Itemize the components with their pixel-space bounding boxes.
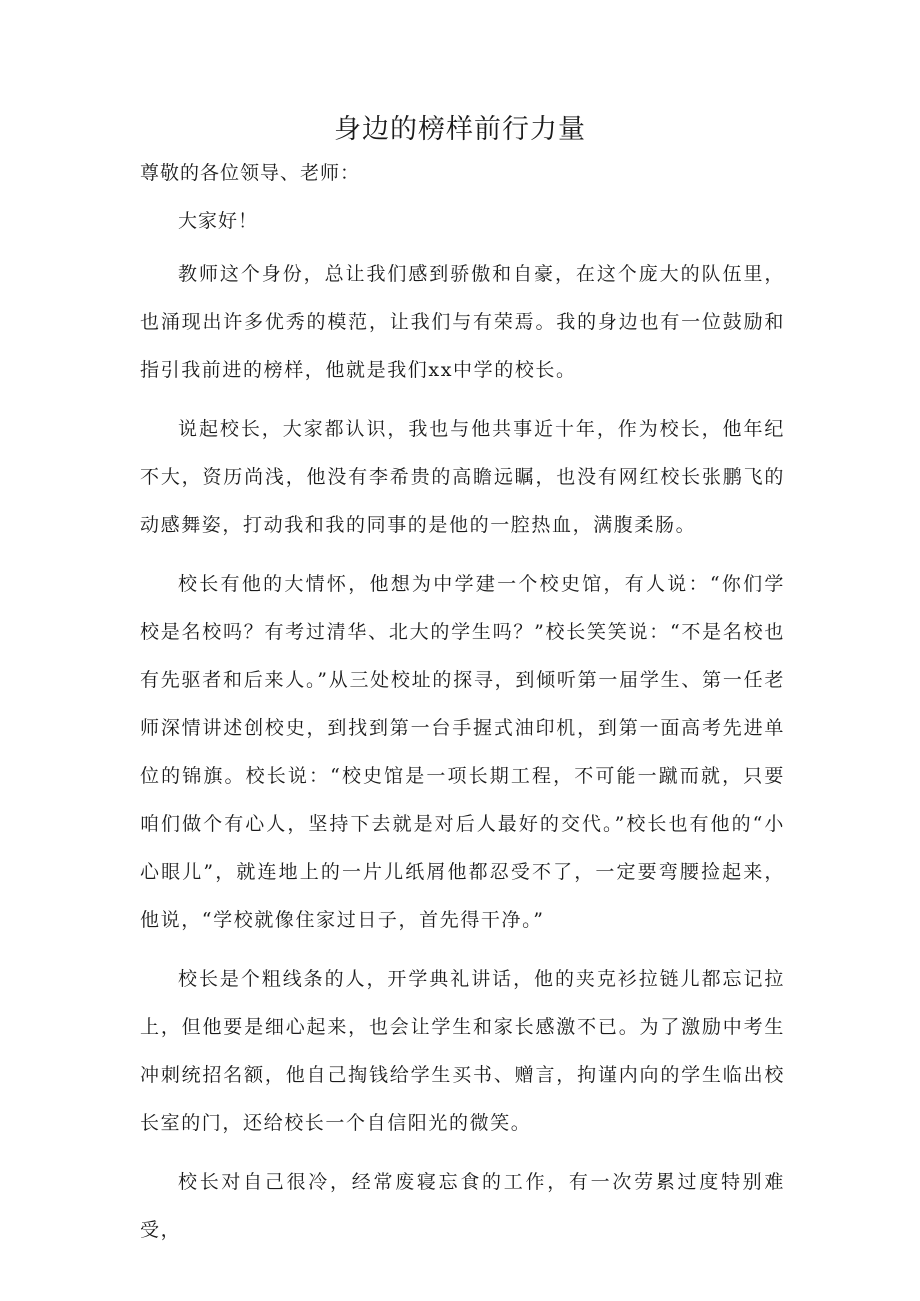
paragraph-4: 校长是个粗线条的人，开学典礼讲话，他的夹克衫拉链儿都忘记拉上，但他要是细心起来，也会让学生和家长感激不已。为了激励中考生冲刺统招名额，他自己掏钱给学生买书、赠言，拘谨内向的学生临出校长室的门，还给校长一个自信阳光的微笑。 bbox=[140, 968, 785, 1134]
greeting: 大家好！ bbox=[178, 210, 259, 232]
paragraph-2: 说起校长，大家都认识，我也与他共事近十年，作为校长，他年纪不大，资历尚浅，他没有李希贵的高瞻远瞩，也没有网红校长张鹏飞的动感舞姿，打动我和我的同事的是他的一腔热血，满腹柔肠。 bbox=[140, 418, 785, 536]
paragraph-1: 教师这个身份，总让我们感到骄傲和自豪，在这个庞大的队伍里，也涌现出许多优秀的模范，让我们与有荣焉。我的身边也有一位鼓励和指引我前进的榜样，他就是我们xx中学的校长。 bbox=[140, 263, 785, 381]
document-title: 身边的榜样前行力量 bbox=[334, 114, 586, 145]
paragraph-3: 校长有他的大情怀，他想为中学建一个校史馆，有人说：“你们学校是名校吗？有考过清华、北大的学生吗？”校长笑笑说：“不是名校也有先驱者和后来人。”从三处校址的探寻，到倾听第一届学生、第一任老师深情讲述创校史，到找到第一台手握式油印机，到第一面高考先进单位的锦旗。校长说：“校史馆是一项长期工程，不可能一蹴而就，只要咱们做个有心人，坚持下去就是对后人最好的交代。”校长也有他的“小心眼儿”，就连地上的一片儿纸屑他都忍受不了，一定要弯腰捡起来，他说，“学校就像住家过日子，首先得干净。” bbox=[140, 573, 785, 931]
salutation: 尊敬的各位领导、老师： bbox=[140, 162, 361, 184]
document-body bbox=[140, 156, 785, 1265]
paragraph-5: 校长对自己很冷，经常废寝忘食的工作，有一次劳累过度特别难受， bbox=[140, 1171, 785, 1241]
